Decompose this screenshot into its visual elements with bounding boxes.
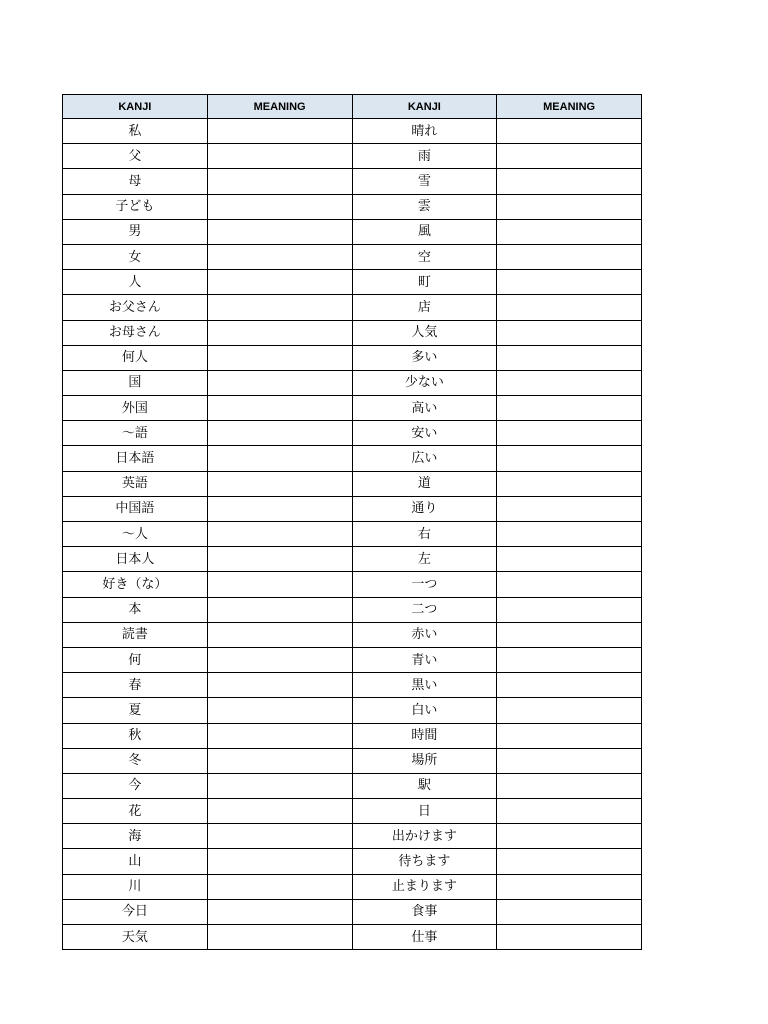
kanji-right-cell: 広い (352, 446, 497, 471)
table-row (63, 547, 642, 572)
meaning-right-cell[interactable] (497, 824, 642, 849)
meaning-left-cell[interactable] (207, 622, 352, 647)
table-row (63, 899, 642, 924)
meaning-right-cell[interactable] (497, 899, 642, 924)
kanji-left-cell: 中国語 (63, 496, 208, 521)
kanji-left-cell: 春 (63, 673, 208, 698)
table-row (63, 572, 642, 597)
kanji-right-cell: 一つ (352, 572, 497, 597)
meaning-left-cell[interactable] (207, 396, 352, 421)
kanji-right-cell: 風 (352, 219, 497, 244)
table-body (63, 119, 642, 950)
table-row (63, 874, 642, 899)
meaning-left-cell[interactable] (207, 698, 352, 723)
kanji-right-cell: 左 (352, 547, 497, 572)
header-kanji-left: KANJI (63, 95, 208, 119)
meaning-right-cell[interactable] (497, 345, 642, 370)
kanji-right-cell: 雪 (352, 169, 497, 194)
meaning-left-cell[interactable] (207, 295, 352, 320)
kanji-left-cell: 国 (63, 370, 208, 395)
table-row (63, 396, 642, 421)
meaning-left-cell[interactable] (207, 874, 352, 899)
table-row (63, 773, 642, 798)
meaning-right-cell[interactable] (497, 597, 642, 622)
meaning-left-cell[interactable] (207, 925, 352, 950)
meaning-left-cell[interactable] (207, 597, 352, 622)
table-row (63, 421, 642, 446)
table-row (63, 748, 642, 773)
kanji-right-cell: 通り (352, 496, 497, 521)
kanji-right-cell: 道 (352, 471, 497, 496)
kanji-right-cell: 雨 (352, 144, 497, 169)
table-row (63, 169, 642, 194)
header-meaning-right: MEANING (497, 95, 642, 119)
kanji-left-cell: 母 (63, 169, 208, 194)
meaning-left-cell[interactable] (207, 723, 352, 748)
meaning-left-cell[interactable] (207, 773, 352, 798)
kanji-left-cell: 女 (63, 244, 208, 269)
table-header-row (63, 95, 642, 119)
meaning-right-cell[interactable] (497, 295, 642, 320)
kanji-left-cell: 夏 (63, 698, 208, 723)
kanji-right-cell: 白い (352, 698, 497, 723)
table-row (63, 270, 642, 295)
table-row (63, 370, 642, 395)
meaning-right-cell[interactable] (497, 370, 642, 395)
meaning-right-cell[interactable] (497, 925, 642, 950)
kanji-left-cell: 何人 (63, 345, 208, 370)
table-row (63, 698, 642, 723)
table-row (63, 799, 642, 824)
meaning-left-cell[interactable] (207, 169, 352, 194)
meaning-right-cell[interactable] (497, 723, 642, 748)
meaning-left-cell[interactable] (207, 547, 352, 572)
meaning-right-cell[interactable] (497, 622, 642, 647)
kanji-left-cell: 本 (63, 597, 208, 622)
meaning-left-cell[interactable] (207, 320, 352, 345)
kanji-vocabulary-table (62, 94, 642, 950)
meaning-right-cell[interactable] (497, 698, 642, 723)
kanji-right-cell: 待ちます (352, 849, 497, 874)
table-row (63, 144, 642, 169)
meaning-right-cell[interactable] (497, 244, 642, 269)
table-row (63, 194, 642, 219)
table-row (63, 119, 642, 144)
table-row (63, 925, 642, 950)
kanji-right-cell: 店 (352, 295, 497, 320)
kanji-right-cell: 止まります (352, 874, 497, 899)
kanji-right-cell: 高い (352, 396, 497, 421)
kanji-right-cell: 駅 (352, 773, 497, 798)
meaning-right-cell[interactable] (497, 320, 642, 345)
meaning-left-cell[interactable] (207, 270, 352, 295)
kanji-left-cell: 日本語 (63, 446, 208, 471)
kanji-left-cell: 天気 (63, 925, 208, 950)
table-row (63, 824, 642, 849)
meaning-left-cell[interactable] (207, 219, 352, 244)
meaning-right-cell[interactable] (497, 144, 642, 169)
meaning-left-cell[interactable] (207, 673, 352, 698)
kanji-right-cell: 赤い (352, 622, 497, 647)
kanji-left-cell: 好き（な） (63, 572, 208, 597)
table-row (63, 622, 642, 647)
table-row (63, 471, 642, 496)
kanji-right-cell: 安い (352, 421, 497, 446)
kanji-left-cell: 花 (63, 799, 208, 824)
kanji-left-cell: 私 (63, 119, 208, 144)
meaning-right-cell[interactable] (497, 194, 642, 219)
kanji-right-cell: 出かけます (352, 824, 497, 849)
kanji-right-cell: 時間 (352, 723, 497, 748)
kanji-left-cell: 今日 (63, 899, 208, 924)
kanji-right-cell: 日 (352, 799, 497, 824)
kanji-right-cell: 人気 (352, 320, 497, 345)
kanji-right-cell: 二つ (352, 597, 497, 622)
kanji-left-cell: 日本人 (63, 547, 208, 572)
kanji-right-cell: 黒い (352, 673, 497, 698)
header-kanji-right: KANJI (352, 95, 497, 119)
table-row (63, 320, 642, 345)
meaning-left-cell[interactable] (207, 144, 352, 169)
table-row (63, 673, 642, 698)
kanji-right-cell: 雲 (352, 194, 497, 219)
kanji-right-cell: 少ない (352, 370, 497, 395)
kanji-left-cell: 川 (63, 874, 208, 899)
kanji-left-cell: 父 (63, 144, 208, 169)
meaning-right-cell[interactable] (497, 849, 642, 874)
meaning-right-cell[interactable] (497, 647, 642, 672)
meaning-right-cell[interactable] (497, 874, 642, 899)
kanji-left-cell: 子ども (63, 194, 208, 219)
table-row (63, 522, 642, 547)
meaning-right-cell[interactable] (497, 119, 642, 144)
meaning-right-cell[interactable] (497, 270, 642, 295)
table-row (63, 496, 642, 521)
table-row (63, 345, 642, 370)
meaning-right-cell[interactable] (497, 496, 642, 521)
header-meaning-left: MEANING (207, 95, 352, 119)
kanji-left-cell: 海 (63, 824, 208, 849)
meaning-left-cell[interactable] (207, 119, 352, 144)
kanji-right-cell: 仕事 (352, 925, 497, 950)
kanji-left-cell: 何 (63, 647, 208, 672)
meaning-left-cell[interactable] (207, 244, 352, 269)
kanji-left-cell: ～語 (63, 421, 208, 446)
meaning-left-cell[interactable] (207, 799, 352, 824)
meaning-left-cell[interactable] (207, 849, 352, 874)
kanji-right-cell: 食事 (352, 899, 497, 924)
kanji-left-cell: 今 (63, 773, 208, 798)
meaning-left-cell[interactable] (207, 748, 352, 773)
meaning-right-cell[interactable] (497, 446, 642, 471)
meaning-left-cell[interactable] (207, 496, 352, 521)
table-row (63, 597, 642, 622)
meaning-right-cell[interactable] (497, 396, 642, 421)
kanji-right-cell: 空 (352, 244, 497, 269)
table-row (63, 295, 642, 320)
meaning-left-cell[interactable] (207, 572, 352, 597)
table-row (63, 244, 642, 269)
meaning-left-cell[interactable] (207, 647, 352, 672)
meaning-left-cell[interactable] (207, 370, 352, 395)
kanji-left-cell: 読書 (63, 622, 208, 647)
table-row (63, 446, 642, 471)
meaning-right-cell[interactable] (497, 799, 642, 824)
meaning-right-cell[interactable] (497, 748, 642, 773)
kanji-right-cell: 青い (352, 647, 497, 672)
table-row (63, 219, 642, 244)
meaning-right-cell[interactable] (497, 471, 642, 496)
table-row (63, 723, 642, 748)
kanji-left-cell: 男 (63, 219, 208, 244)
meaning-left-cell[interactable] (207, 446, 352, 471)
kanji-right-cell: 晴れ (352, 119, 497, 144)
meaning-right-cell[interactable] (497, 219, 642, 244)
meaning-left-cell[interactable] (207, 421, 352, 446)
table-row (63, 647, 642, 672)
kanji-left-cell: 山 (63, 849, 208, 874)
kanji-right-cell: 多い (352, 345, 497, 370)
meaning-left-cell[interactable] (207, 522, 352, 547)
meaning-left-cell[interactable] (207, 824, 352, 849)
kanji-right-cell: 右 (352, 522, 497, 547)
vocabulary-worksheet (62, 94, 641, 950)
meaning-right-cell[interactable] (497, 773, 642, 798)
kanji-left-cell: 冬 (63, 748, 208, 773)
meaning-left-cell[interactable] (207, 345, 352, 370)
meaning-right-cell[interactable] (497, 547, 642, 572)
meaning-left-cell[interactable] (207, 471, 352, 496)
kanji-left-cell: お母さん (63, 320, 208, 345)
kanji-left-cell: 英語 (63, 471, 208, 496)
meaning-right-cell[interactable] (497, 572, 642, 597)
meaning-right-cell[interactable] (497, 673, 642, 698)
kanji-left-cell: 外国 (63, 396, 208, 421)
kanji-left-cell: お父さん (63, 295, 208, 320)
kanji-left-cell: 秋 (63, 723, 208, 748)
table-row (63, 849, 642, 874)
meaning-right-cell[interactable] (497, 421, 642, 446)
meaning-left-cell[interactable] (207, 194, 352, 219)
meaning-left-cell[interactable] (207, 899, 352, 924)
meaning-right-cell[interactable] (497, 522, 642, 547)
kanji-left-cell: 人 (63, 270, 208, 295)
meaning-right-cell[interactable] (497, 169, 642, 194)
kanji-right-cell: 場所 (352, 748, 497, 773)
kanji-left-cell: ～人 (63, 522, 208, 547)
kanji-right-cell: 町 (352, 270, 497, 295)
